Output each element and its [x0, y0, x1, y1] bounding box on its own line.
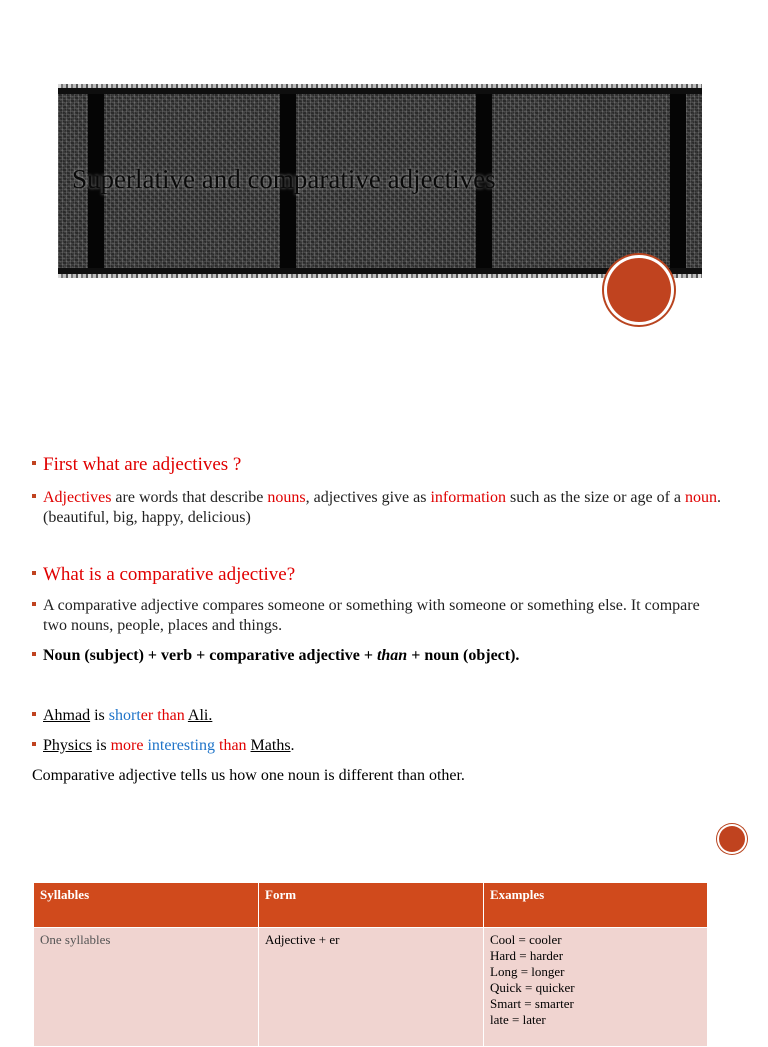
table-header-row — [34, 883, 708, 928]
adjective-definition — [32, 488, 722, 528]
example-subject: Ahmad — [43, 707, 91, 724]
def-word-information: information — [430, 489, 506, 506]
table-row — [34, 928, 708, 1047]
example-adjective: interesting — [147, 737, 215, 754]
example-item: Quick = quicker — [490, 980, 575, 995]
example-end: . — [290, 737, 295, 754]
cell-examples — [484, 928, 708, 1047]
formula-than: than — [376, 647, 408, 664]
decorative-circle — [607, 258, 671, 322]
formula-part: Noun (subject) + verb + comparative adjective + — [43, 647, 377, 664]
example-subject: Physics — [43, 737, 92, 754]
example-object: Maths — [250, 737, 291, 754]
example-ahmad — [32, 706, 722, 726]
def-text: . (beautiful, big, happy, delicious) — [43, 489, 722, 526]
banner-bottom-stripe — [58, 274, 702, 278]
def-word-adjectives: Adjectives — [43, 489, 112, 506]
content-slide — [32, 452, 722, 786]
banner-top-stripe — [58, 84, 702, 88]
example-adjective-root: short — [108, 707, 141, 724]
slide-title: Superlative and comparative adjectives — [72, 164, 496, 194]
example-item: late = later — [490, 1012, 546, 1027]
comparative-note: Comparative adjective tells us how one noun is different than other. — [32, 767, 465, 784]
example-object: Ali. — [187, 707, 213, 724]
question-comparative-adjective: What is a comparative adjective? — [32, 562, 722, 588]
example-item: Hard = harder — [490, 948, 564, 963]
syllables-table — [33, 882, 708, 1047]
example-adjective-suffix: er than — [140, 707, 185, 724]
question-what-are-adjectives: First what are adjectives ? — [32, 452, 722, 478]
comparative-formula — [32, 646, 722, 666]
example-text: is — [91, 737, 111, 754]
def-word-noun: noun — [685, 489, 718, 506]
title-slide — [0, 0, 768, 400]
def-text: are words that describe — [111, 489, 268, 506]
cell-syllables: One syllables — [34, 928, 259, 1047]
header-syllables: Syllables — [34, 883, 259, 928]
cell-form: Adjective + er — [259, 928, 484, 1047]
def-word-nouns: nouns — [267, 489, 306, 506]
header-form: Form — [259, 883, 484, 928]
formula-part: + noun (object). — [407, 647, 520, 664]
example-physics — [32, 736, 722, 756]
comparative-definition: A comparative adjective compares someone or something with someone or something else. It compare two nouns, people, places and things. — [32, 596, 722, 636]
def-text: such as the size or age of a — [505, 489, 686, 506]
def-text: , adjectives give as — [305, 489, 431, 506]
header-examples: Examples — [484, 883, 708, 928]
example-more: more — [110, 737, 144, 754]
example-item: Smart = smarter — [490, 996, 574, 1011]
example-item: Cool = cooler — [490, 932, 562, 947]
example-than: than — [219, 737, 247, 754]
example-item: Long = longer — [490, 964, 565, 979]
decorative-circle — [719, 826, 745, 852]
banner-bar — [670, 94, 686, 268]
example-text: is — [90, 707, 109, 724]
